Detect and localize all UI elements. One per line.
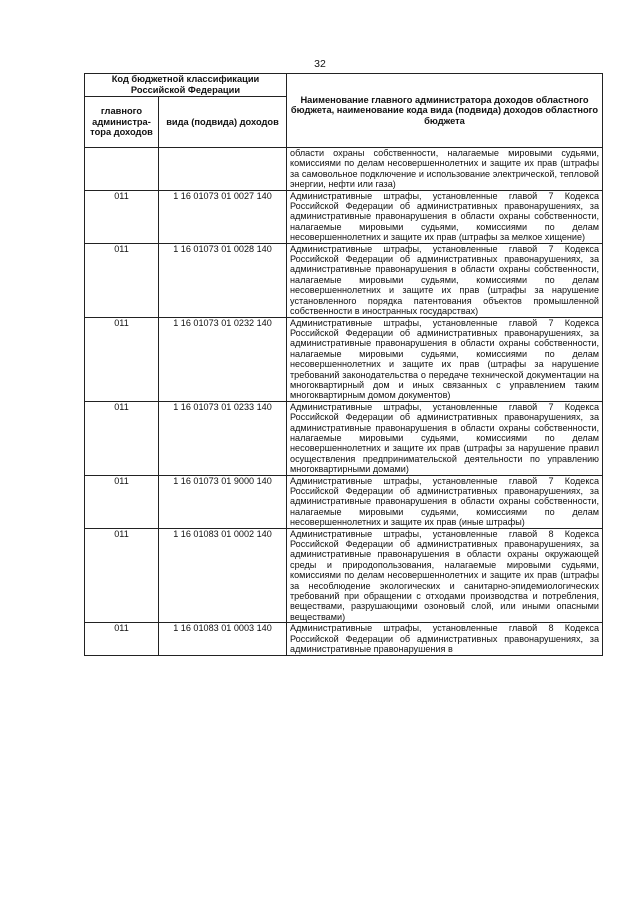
admin-code-cell xyxy=(85,148,159,191)
table-row xyxy=(85,475,603,528)
table-row xyxy=(85,623,603,655)
income-code-cell xyxy=(159,148,287,191)
description-cell: Административные штрафы, установленные главой 8 Кодекса Российской Федерации об административных правонарушениях, за административные правонарушения в области охраны окружающей среды и природопользования, налагаемые мировыми судьями, комиссиями по делам несовершеннолетних и защите их прав (штрафы за несоблюдение экологических и санитарно-эпидемиологических требований при обращении с отходами производства и потребления, веществами, разрушающими озоновый слой, или иными опасными веществами) xyxy=(287,528,603,623)
description-cell: Административные штрафы, установленные главой 7 Кодекса Российской Федерации об административных правонарушениях, за административные правонарушения в области охраны собственности, налагаемые мировыми судьями, комиссиями по делам несовершеннолетних и защите их прав (штрафы за нарушение установленного порядка патентования объектов промышленной собственности в иностранных государствах) xyxy=(287,243,603,317)
description-cell: Административные штрафы, установленные главой 7 Кодекса Российской Федерации об административных правонарушениях, за административные правонарушения в области охраны собственности, налагаемые мировыми судьями, комиссиями по делам несовершеннолетних и защите их прав (иные штрафы) xyxy=(287,475,603,528)
budget-classification-table xyxy=(84,73,603,656)
table-row xyxy=(85,528,603,623)
admin-code-cell: 011 xyxy=(85,243,159,317)
admin-code-cell: 011 xyxy=(85,317,159,401)
table-row xyxy=(85,401,603,475)
description-cell: Административные штрафы, установленные главой 7 Кодекса Российской Федерации об административных правонарушениях, за административные правонарушения в области охраны собственности, налагаемые мировыми судьями, комиссиями по делам несовершеннолетних и защите их прав (штрафы за нарушение требований законодательства о передаче технической документации на многоквартирный дом и иных связанных с управлением таким многоквартирным домом документов) xyxy=(287,317,603,401)
table-row xyxy=(85,148,603,191)
income-code-cell: 1 16 01083 01 0002 140 xyxy=(159,528,287,623)
header-admin-column: главного администра-тора доходов xyxy=(85,97,159,148)
table-body xyxy=(85,148,603,656)
header-type-column: вида (подвида) доходов xyxy=(159,97,287,148)
description-cell: области охраны собственности, налагаемые мировыми судьями, комиссиями по делам несовершеннолетних и защите их прав (штрафы за самовольное подключение и использование электрической, тепловой энергии, нефти или газа) xyxy=(287,148,603,191)
income-code-cell: 1 16 01073 01 0232 140 xyxy=(159,317,287,401)
header-kbk-group: Код бюджетной классификации Российской Федерации xyxy=(85,74,287,97)
income-code-cell: 1 16 01073 01 0028 140 xyxy=(159,243,287,317)
description-cell: Административные штрафы, установленные главой 7 Кодекса Российской Федерации об административных правонарушениях, за административные правонарушения в области охраны собственности, налагаемые мировыми судьями, комиссиями по делам несовершеннолетних и защите их прав (штрафы за мелкое хищение) xyxy=(287,190,603,243)
header-name-column: Наименование главного администратора доходов областного бюджета, наименование кода вида (подвида) доходов областного бюджета xyxy=(287,74,603,148)
income-code-cell: 1 16 01083 01 0003 140 xyxy=(159,623,287,655)
income-code-cell: 1 16 01073 01 0233 140 xyxy=(159,401,287,475)
description-cell: Административные штрафы, установленные главой 7 Кодекса Российской Федерации об административных правонарушениях, за административные правонарушения в области охраны собственности, налагаемые мировыми судьями, комиссиями по делам несовершеннолетних и защите их прав (штрафы за нарушение правил осуществления предпринимательской деятельности по управлению многоквартирными домами) xyxy=(287,401,603,475)
table-row xyxy=(85,243,603,317)
admin-code-cell: 011 xyxy=(85,475,159,528)
table-row xyxy=(85,317,603,401)
income-code-cell: 1 16 01073 01 9000 140 xyxy=(159,475,287,528)
admin-code-cell: 011 xyxy=(85,528,159,623)
table-header xyxy=(85,74,603,148)
admin-code-cell: 011 xyxy=(85,401,159,475)
page-number: 32 xyxy=(314,58,326,70)
description-cell: Административные штрафы, установленные главой 8 Кодекса Российской Федерации об административных правонарушениях, за административные правонарушения в xyxy=(287,623,603,655)
admin-code-cell: 011 xyxy=(85,623,159,655)
admin-code-cell: 011 xyxy=(85,190,159,243)
table-row xyxy=(85,190,603,243)
income-code-cell: 1 16 01073 01 0027 140 xyxy=(159,190,287,243)
